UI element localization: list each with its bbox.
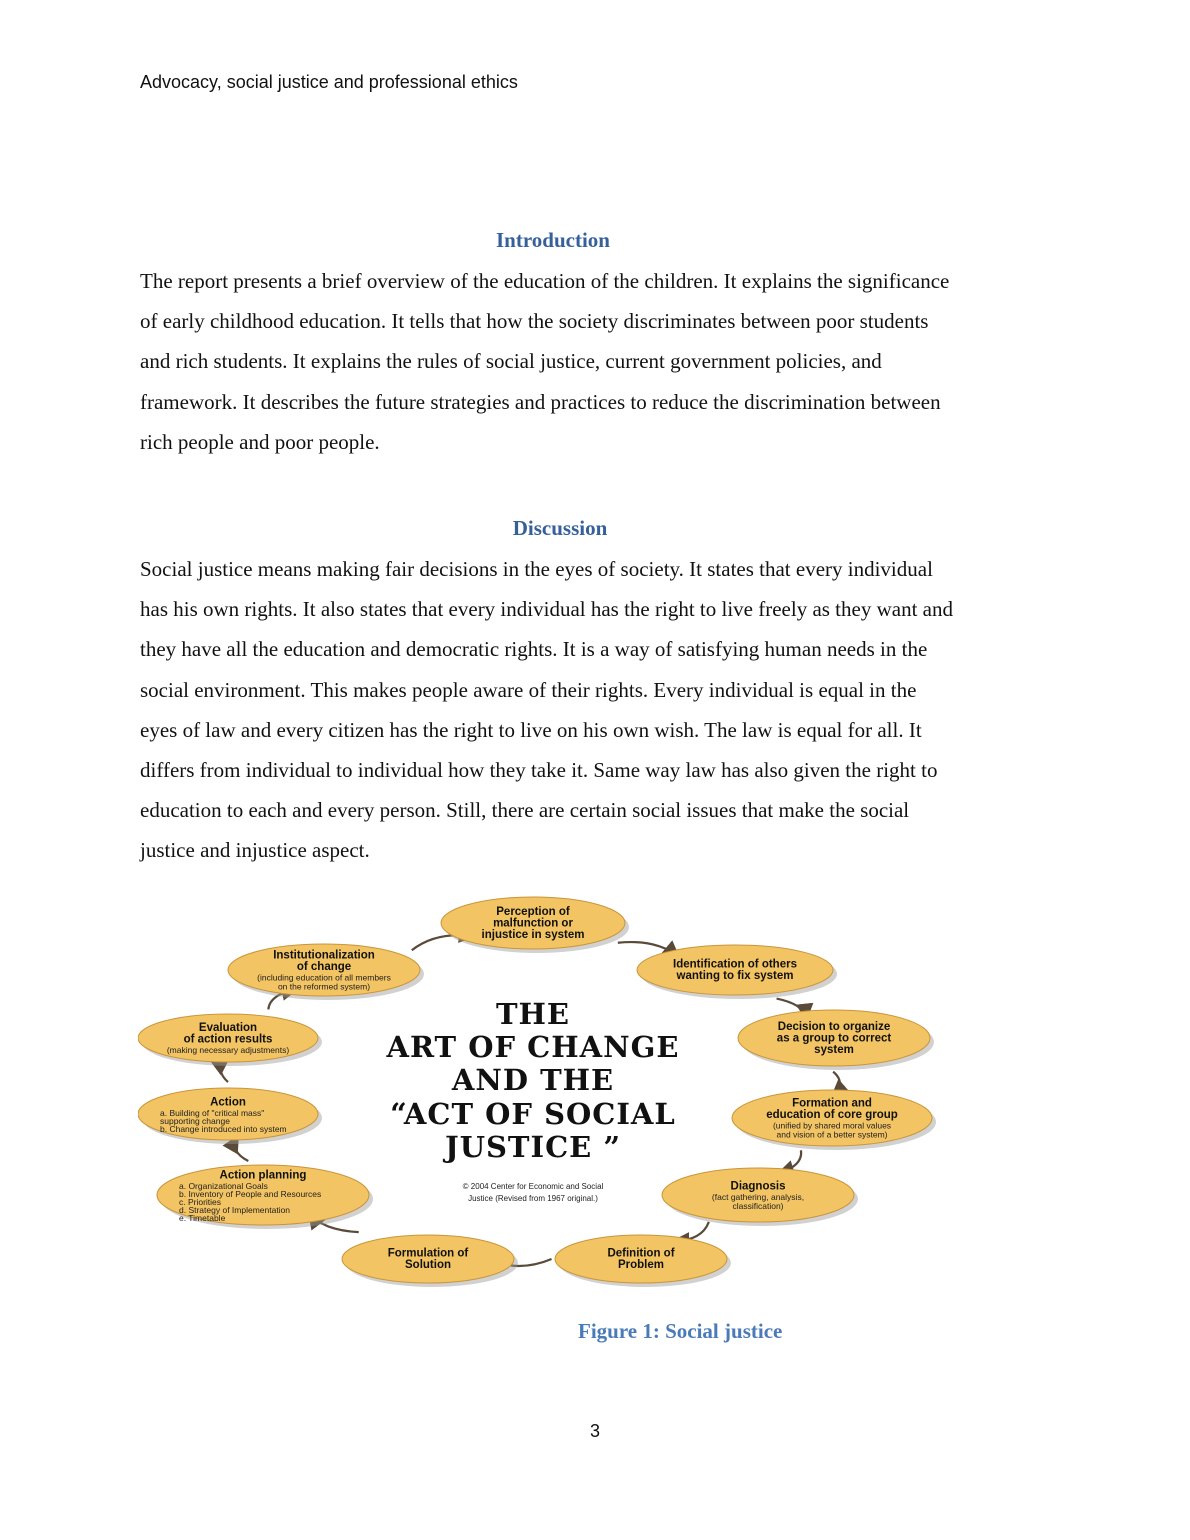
cycle-stage [555,1235,731,1287]
discussion-line: has his own rights. It also states that every individual has the right to live freely as they want and [140,597,953,622]
intro-line: and rich students. It explains the rules of social justice, current government policies, and [140,349,882,374]
stage-title: Perception of [496,905,570,918]
intro-line: rich people and poor people. [140,429,380,454]
diagram-credit: © 2004 Center for Economic and Social [462,1182,604,1191]
intro-line: framework. It describes the future strategies and practices to reduce the discrimination between [140,389,941,414]
figure-caption: Figure 1: Social justice [578,1319,783,1343]
page-number: 3 [589,1421,600,1441]
stage-detail: (unified by shared moral values [772,1120,892,1131]
stage-title: of action results [183,1033,273,1046]
center-title-line: JUSTICE ” [444,1130,622,1164]
stage-title: Evaluation [198,1022,258,1034]
discussion-heading: Discussion [512,516,608,540]
cycle-stage [637,945,837,999]
discussion-line: education to each and every person. Still, there are certain social issues that make the social [140,798,910,823]
cycle-stage [138,1088,322,1144]
stage-title: Diagnosis [730,1180,786,1193]
stage-title: of change [296,961,352,973]
discussion-line: justice and injustice aspect. [140,838,370,863]
cycle-stage [138,1014,322,1066]
discussion-line: they have all the education and democratic rights. It is a way of satisfying human needs in the [140,637,928,662]
stage-detail: (making necessary adjustments) [166,1045,290,1055]
running-header: Advocacy, social justice and professional ethics [140,72,518,92]
stage-title: Decision to organize [777,1020,891,1033]
stage-title: Solution [405,1259,451,1271]
cycle-stage [342,1235,518,1287]
discussion-line: social environment. This makes people aware of their rights. Every individual is equal in the [140,677,917,702]
stage-detail: d. Strategy of Implementation [179,1204,291,1215]
cycle-stage [738,1010,934,1070]
stage-title: Formulation of [387,1247,469,1260]
intro-line: of early childhood education. It tells that how the society discriminates between poor students [140,309,929,334]
stage-title: wanting to fix system [676,970,794,982]
stage-detail: supporting change [160,1115,230,1126]
stage-title: malfunction or [493,917,573,930]
stage-detail: and vision of a better system) [776,1129,888,1140]
introduction-paragraph [140,261,1050,462]
stage-title: system [814,1043,854,1056]
intro-line: The report presents a brief overview of the education of the children. It explains the significance [140,269,950,293]
stage-detail: b. Inventory of People and Resources [179,1188,322,1199]
center-title-line: ART OF CHANGE [386,1030,680,1064]
center-title-line: AND THE [451,1063,615,1097]
stage-detail: (fact gathering, analysis, [711,1191,805,1202]
stage-title: Problem [617,1259,665,1271]
stage-title: Definition of [607,1247,675,1260]
social-justice-cycle-diagram [138,893,938,1288]
cycle-stage [441,897,629,953]
cycle-stage [662,1168,858,1226]
stage-title: Institutionalization [273,949,375,962]
cycle-stage [228,944,424,1000]
discussion-line: Social justice means making fair decisions in the eyes of society. It states that every individual [140,557,933,581]
stage-title: Formation and [792,1097,872,1110]
stage-detail: on the reformed system) [277,981,371,992]
stage-title: as a group to correct [776,1032,892,1045]
center-title-line: “ACT OF SOCIAL [390,1097,676,1131]
stage-detail: e. Timetable [179,1212,226,1223]
discussion-line: differs from individual to individual how they take it. Same way law has also given the right to [140,758,938,783]
stage-title: Action [210,1096,246,1109]
introduction-heading: Introduction [496,228,610,252]
discussion-paragraph [140,549,1050,871]
diagram-credit: Justice (Revised from 1967 original.) [468,1194,598,1203]
center-title-line: THE [495,997,571,1031]
stage-detail: b. Change introduced into system [160,1123,287,1134]
cycle-stage [157,1165,373,1229]
cycle-stage [732,1090,936,1150]
center-title [385,997,679,1203]
stage-detail: classification) [732,1200,784,1211]
stage-detail: c. Priorities [179,1196,222,1207]
stage-title: education of core group [766,1109,898,1121]
stage-title: Action planning [219,1169,307,1182]
stage-detail: a. Organizational Goals [179,1180,268,1191]
discussion-line: eyes of law and every citizen has the right to live on his own wish. The law is equal for all. It [140,717,922,742]
stage-detail: a. Building of "critical mass" [160,1107,265,1118]
stage-title: Identification of others [673,958,797,971]
stage-title: injustice in system [481,928,585,941]
stage-detail: (including education of all members [257,972,391,983]
